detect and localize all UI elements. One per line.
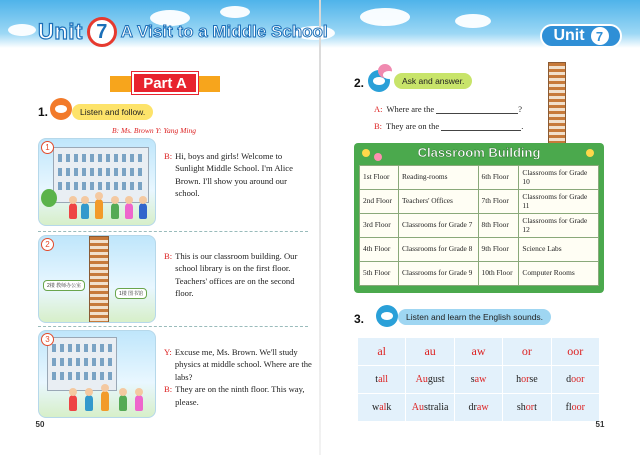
sound-word [358,366,406,394]
dialog-line [164,150,312,200]
sound-highlight: oor [571,374,585,385]
sound-word-part: h [516,374,522,385]
room-name: Classrooms for Grade 8 [398,238,478,262]
unit-subtitle: A Visit to a Middle School [120,22,328,41]
floor-label: 3rd Floor [360,214,399,238]
sound-word-part: se [529,374,538,385]
page-number-left: 50 [35,419,45,429]
section-3-instruction: Listen and learn the English sounds. [398,309,551,325]
classroom-building-panel [354,143,604,293]
floor-row [360,190,599,214]
scene-number: 2 [41,238,54,251]
floor-label: 10th Floor [478,262,519,286]
flower-decoration [362,149,370,157]
sound-highlight: Au [411,402,424,413]
floor-label: 8th Floor [478,214,519,238]
sound-word-part: dr [468,402,477,413]
room-name: Classrooms for Grade 11 [519,190,599,214]
student [81,203,89,219]
floor-label: 6th Floor [478,166,519,190]
sound-word-part: sh [516,402,526,413]
sound-word-part: s [470,374,475,385]
sound-word [406,394,455,422]
scene-1-dialog [164,150,312,200]
dialog-text: This is our classroom building. Our school library is on the first floor. Teachers' offices are on the second floor. [175,251,298,299]
part-a-banner [110,68,220,96]
sound-word-row [358,366,600,394]
sound-highlight: or [525,402,535,413]
room-name: Classrooms for Grade 9 [398,262,478,286]
part-label: Part A [132,72,198,94]
cloud-decoration [8,24,36,36]
room-name: Computer Rooms [519,262,599,286]
sound-word-part: gust [427,374,445,385]
sound-header: oor [551,338,599,366]
speaker-legend: B: Ms. Brown Y: Yang Ming [112,126,196,135]
floor-label: 9th Floor [478,238,519,262]
classroom-tower [89,236,109,323]
right-unit-word: Unit [553,27,585,44]
teacher [101,391,109,411]
floor-table [359,165,599,286]
cloud-decoration [455,14,491,28]
room-name: Reading-rooms [398,166,478,190]
flower-decoration [586,149,594,157]
section-2-instruction: Ask and answer. [394,73,472,89]
page-number-right: 51 [595,419,605,429]
right-unit-pill [540,24,622,48]
window-row [52,358,114,366]
floor-sign: 2楼 教师办公室 [43,280,85,291]
scene-number: 3 [41,333,54,346]
floor-label: 5th Floor [360,262,399,286]
room-name: Classrooms for Grade 10 [519,166,599,190]
floor-label: 4th Floor [360,238,399,262]
floor-label: 1st Floor [360,166,399,190]
room-name: Classrooms for Grade 7 [398,214,478,238]
school-building [47,337,117,391]
separator [38,231,308,232]
speaker-tag: B: [164,151,173,161]
sounds-header-row [358,338,600,366]
sound-highlight: oor [571,402,586,413]
sound-word-part: t [375,374,379,385]
tree [41,189,57,207]
floor-label: 7th Floor [478,190,519,214]
sound-header: aw [454,338,502,366]
sound-word [503,366,551,394]
snail-icon [378,64,392,78]
sound-highlight: Au [415,374,428,385]
section-1-number: 1. [38,105,49,119]
sound-word-row [358,394,600,422]
classroom-building-title: Classroom Building [417,145,541,160]
sound-highlight: aw [476,402,489,413]
flower-decoration [374,153,382,161]
page-spine [319,0,321,455]
sound-word [454,366,502,394]
dialog-line [164,383,312,408]
speaker-tag: B: [164,384,173,395]
section-2-number: 2. [354,76,365,90]
answer-suffix: . [521,121,524,131]
floor-row [360,166,599,190]
student [111,203,119,219]
speaker-tag: A: [374,104,383,114]
teacher [95,199,103,219]
student [125,203,133,219]
student [119,395,127,411]
sound-word-part: w [371,402,380,413]
cloud-decoration [360,8,410,26]
tall-building-illustration [548,62,566,146]
window-row [58,182,146,190]
answer-line [374,121,523,131]
answer-prefix: They are on the [386,121,440,131]
room-name: Science Labs [519,238,599,262]
sound-word [358,394,406,422]
student [85,395,93,411]
room-name: Teachers' Offices [398,190,478,214]
question-prefix: Where are the [386,104,435,114]
scene-2-dialog [164,250,312,300]
speaker-tag: Y: [164,347,172,357]
window-row [52,372,114,380]
sounds-table [357,337,600,422]
speaker-tag: B: [164,251,173,261]
sound-word-part: fl [565,402,572,413]
unit-number-badge: 7 [87,17,117,47]
question-line [374,104,522,114]
sound-word [454,394,502,422]
banner-end-right [198,76,220,92]
floor-row [360,238,599,262]
answer-blank[interactable] [441,121,524,131]
sound-word [406,366,455,394]
floor-sign: 1楼 图书馆 [115,288,147,299]
student [135,395,143,411]
banner-end-left [110,76,132,92]
student [139,203,147,219]
speaker-tag: B: [374,121,383,131]
scene-1-illustration [38,138,156,226]
right-unit-number: 7 [591,27,609,45]
question-suffix: ? [518,104,523,114]
window-row [58,168,146,176]
sound-word-part: stralia [424,402,449,413]
scene-number: 1 [41,141,54,154]
floor-row [360,262,599,286]
dialog-text: They are on the ninth floor. This way, please. [175,384,305,407]
sound-highlight: al [379,402,387,413]
unit-word: Unit [38,19,83,44]
section-3-number: 3. [354,312,365,326]
window-row [58,154,146,162]
dialog-text: Excuse me, Ms. Brown. We'll study physics at middle school. Where are the labs? [174,347,312,382]
sound-header: au [406,338,455,366]
mascot-icon [50,98,72,120]
sound-word-part: d [566,374,572,385]
sound-header: or [503,338,551,366]
floor-label: 2nd Floor [360,190,399,214]
scene-3-illustration [38,330,156,418]
scene-2-illustration [38,235,156,323]
dialog-line [164,346,312,383]
scene-3-dialog [164,346,312,408]
room-name: Classrooms for Grade 12 [519,214,599,238]
dialog-line [164,250,312,300]
sound-highlight: all [378,374,389,385]
window-row [52,344,114,352]
sound-word-part: k [386,402,392,413]
sound-word [551,366,599,394]
sound-word-part: t [534,402,537,413]
section-1-instruction: Listen and follow. [72,104,153,120]
floor-row [360,214,599,238]
separator [38,326,308,327]
sound-highlight: aw [474,374,487,385]
sound-header: al [358,338,406,366]
sound-word [503,394,551,422]
mascot-icon [376,305,398,327]
dialog-text: Hi, boys and girls! Welcome to Sunlight Middle School. I'm Alice Brown. I'll show you around our school. [175,151,293,199]
unit-title [38,18,328,46]
question-blank[interactable] [436,105,518,114]
student [69,395,77,411]
sound-highlight: or [521,374,530,385]
student [69,203,77,219]
cloud-decoration [220,6,250,18]
